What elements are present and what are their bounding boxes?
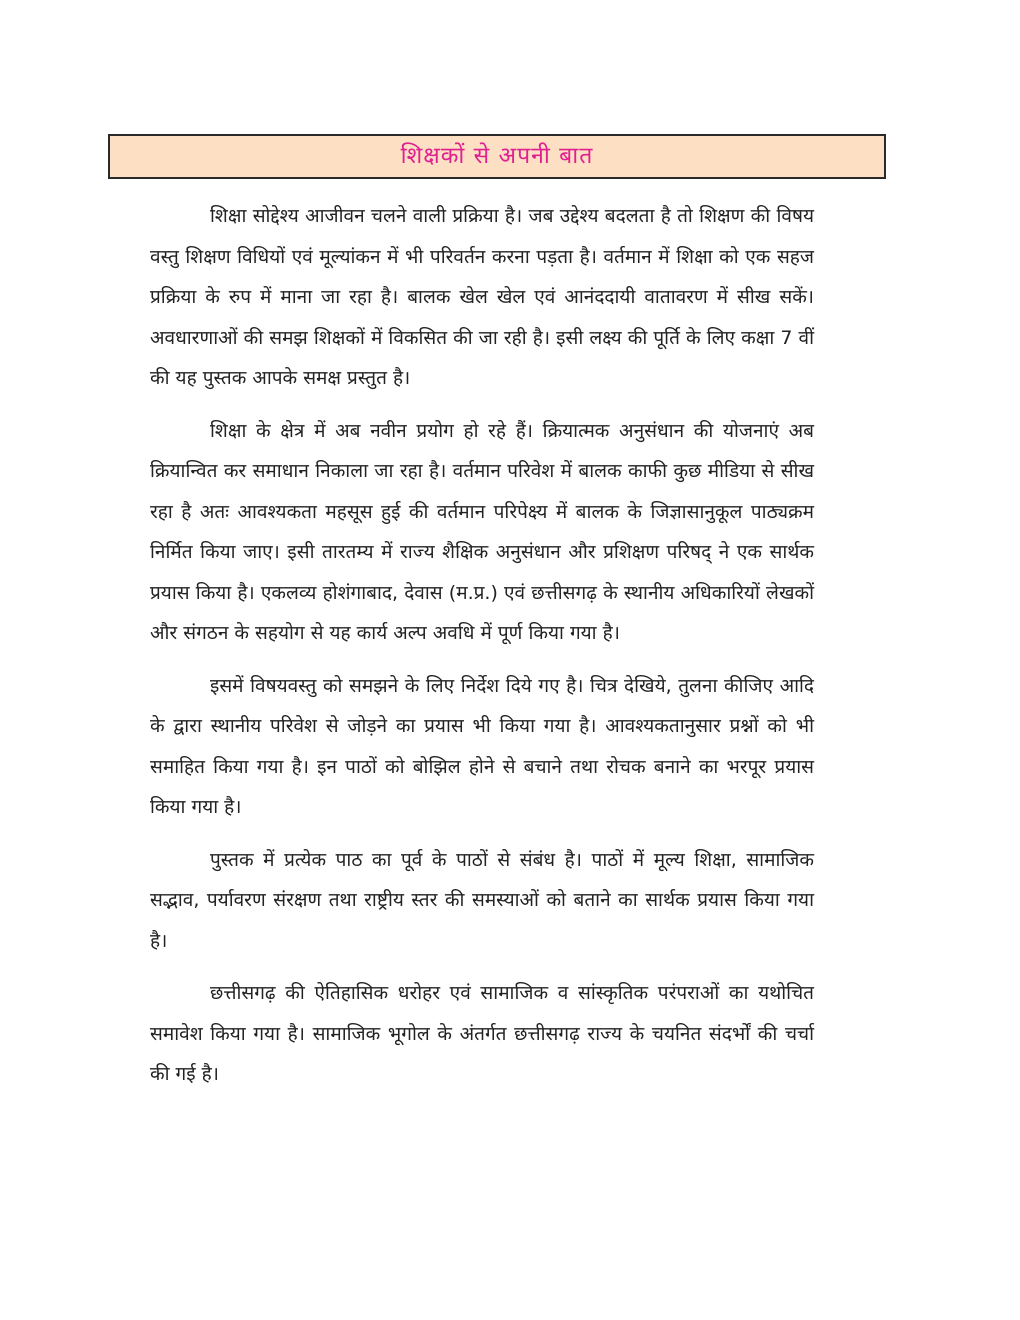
paragraph-3: इसमें विषयवस्तु को समझने के लिए निर्देश दिये गए है। चित्र देखिये, तुलना कीजिए आदि के द्वारा स्थानीय परिवेश से जोड़ने का प्रयास भी किया गया है। आवश्यकतानुसार प्रश्नों को भी समाहित किया गया है। इन पाठों को बोझिल होने से बचाने तथा रोचक बनाने का भरपूर प्रयास किया गया है।	[150, 674, 814, 818]
title-box	[108, 134, 886, 179]
body-text	[150, 196, 814, 1107]
paragraph-2: शिक्षा के क्षेत्र में अब नवीन प्रयोग हो रहे हैं। क्रियात्मक अनुसंधान की योजनाएं अब क्रियान्वित कर समाधान निकाला जा रहा है। वर्तमान परिवेश में बालक काफी कुछ मीडिया से सीख रहा है अतः आवश्यकता महसूस हुई की वर्तमान परिपेक्ष्य में बालक के जिज्ञासानुकूल पाठ्यक्रम निर्मित किया जाए। इसी तारतम्य में राज्य शैक्षिक अनुसंधान और प्रशिक्षण परिषद् ने एक सार्थक प्रयास किया है। एकलव्य होशंगाबाद, देवास (म.प्र.) एवं छत्तीसगढ़ के स्थानीय अधिकारियों लेखकों और संगठन के सहयोग से यह कार्य अल्प अवधि में पूर्ण किया गया है।	[150, 419, 814, 644]
paragraph-4: पुस्तक में प्रत्येक पाठ का पूर्व के पाठों से संबंध है। पाठों में मूल्य शिक्षा, सामाजिक सद्भाव, पर्यावरण संरक्षण तथा राष्ट्रीय स्तर की समस्याओं को बताने का सार्थक प्रयास किया गया है।	[150, 848, 814, 952]
page-title: शिक्षकों से अपनी बात	[400, 143, 594, 169]
paragraph-5: छत्तीसगढ़ की ऐतिहासिक धरोहर एवं सामाजिक व सांस्कृतिक परंपराओं का यथोचित समावेश किया गया है। सामाजिक भूगोल के अंतर्गत छत्तीसगढ़ राज्य के चयनित संदर्भों की चर्चा की गई है।	[150, 982, 814, 1085]
paragraph-1: शिक्षा सोद्देश्य आजीवन चलने वाली प्रक्रिया है। जब उद्देश्य बदलता है तो शिक्षण की विषय वस्तु शिक्षण विधियों एवं मूल्यांकन में भी परिवर्तन करना पड़ता है। वर्तमान में शिक्षा को एक सहज प्रक्रिया के रुप में माना जा रहा है। बालक खेल खेल एवं आनंददायी वातावरण में सीख सकें। अवधारणाओं की समझ शिक्षकों में विकसित की जा रही है। इसी लक्ष्य की पूर्ति के लिए कक्षा 7 वीं की यह पुस्तक आपके समक्ष प्रस्तुत है।	[150, 205, 814, 389]
